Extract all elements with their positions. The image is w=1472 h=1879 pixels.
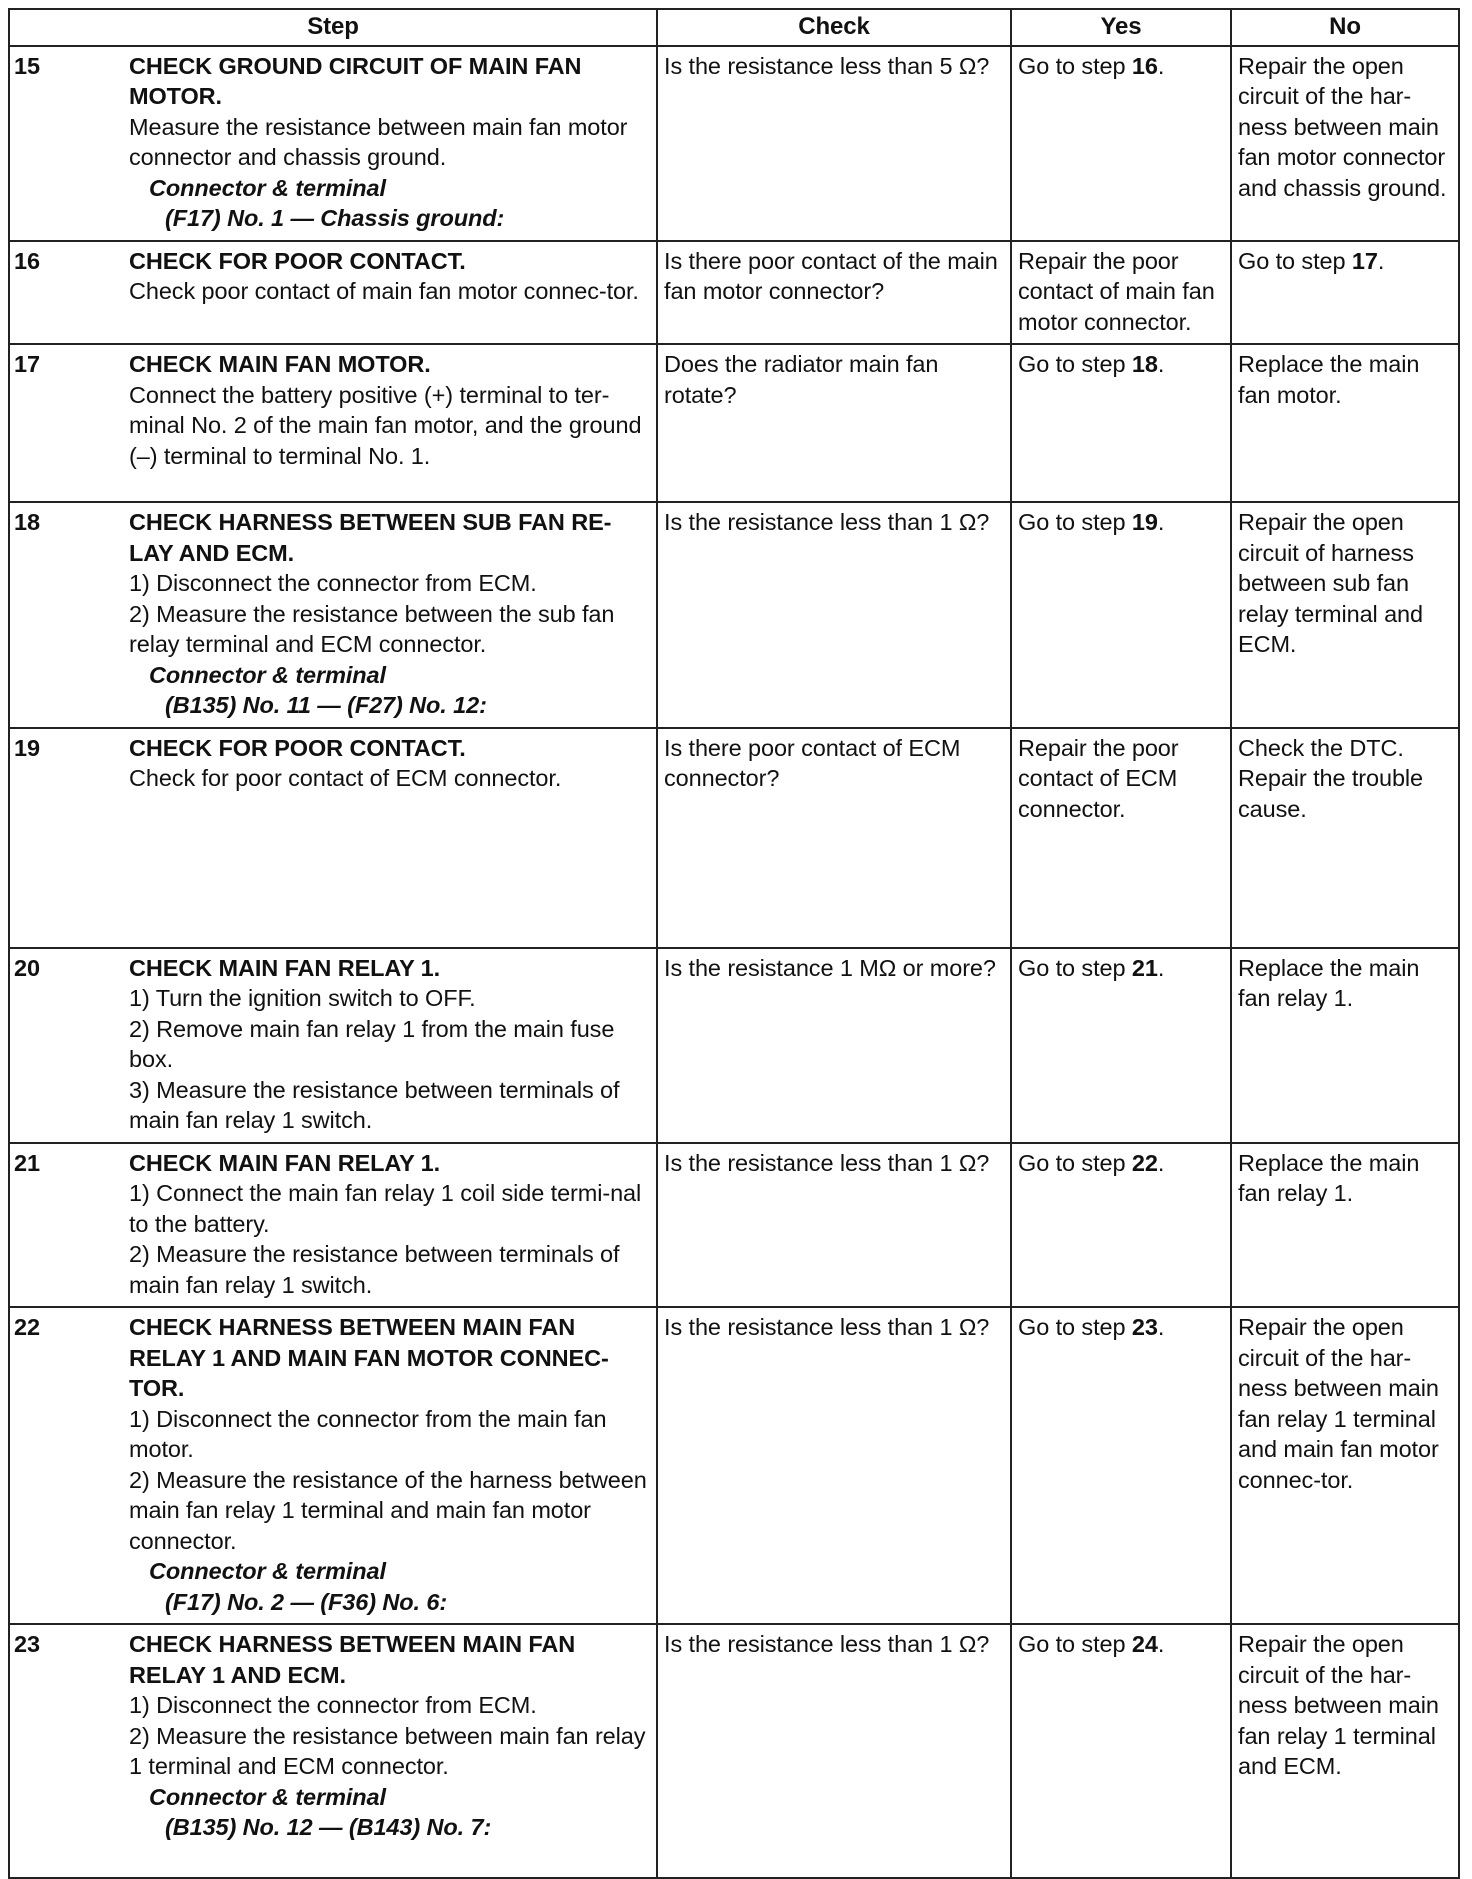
check-cell: Is there poor contact of ECM connector? [657,728,1011,948]
connector-label: Connector & terminal [149,661,386,688]
yes-step-ref: 19 [1131,509,1158,535]
step-description [127,1307,657,1624]
yes-goto-end: . [1157,509,1165,535]
yes-goto-text: Go to step [1018,52,1132,79]
diagnostic-table [8,8,1460,1879]
step-description [127,46,657,241]
yes-goto-text: Go to step [1018,1631,1132,1657]
connector-terminal-value: (F17) No. 1 — Chassis ground: [165,205,505,231]
no-step-ref: 17 [1351,247,1378,274]
no-cell: Repair the open circuit of harness between sub fan relay terminal and ECM. [1231,502,1459,728]
check-cell: Is the resistance less than 1 Ω? [657,1624,1011,1878]
check-cell: Is the resistance less than 1 Ω? [657,502,1011,728]
yes-goto-end: . [1157,351,1165,377]
step-number: 22 [9,1307,127,1624]
check-cell: Is the resistance less than 1 Ω? [657,1307,1011,1624]
connector-terminal-value: (B135) No. 11 — (F27) No. 12: [165,692,487,718]
step-description [127,1143,657,1308]
yes-step-ref: 21 [1131,954,1158,981]
step-instruction: 1) Disconnect the connector from the main fan motor. [129,1405,607,1462]
step-number: 23 [9,1624,127,1878]
yes-cell [1011,344,1231,502]
step-number: 15 [9,46,127,241]
yes-goto-end: . [1157,1631,1165,1657]
header-check: Check [657,9,1011,46]
connector-label: Connector & terminal [149,1558,386,1584]
yes-goto-end: . [1157,954,1165,981]
step-instruction: 1) Disconnect the connector from ECM. [129,1692,537,1718]
header-no: No [1231,9,1459,46]
no-cell: Replace the main fan relay 1. [1231,1143,1459,1308]
yes-step-ref: 18 [1131,351,1158,377]
table-row [9,46,1459,241]
yes-cell [1011,1143,1231,1308]
no-cell: Repair the open circuit of the har-ness between main fan relay 1 terminal and main fan motor connec-tor. [1231,1307,1459,1624]
step-instruction: Check for poor contact of ECM connector. [129,765,562,791]
step-instruction: Connect the battery positive (+) terminal to ter-minal No. 2 of the main fan motor, and the ground (–) terminal to terminal No. 1. [129,381,642,469]
header-yes: Yes [1011,9,1231,46]
step-title: CHECK FOR POOR CONTACT. [129,247,466,274]
step-instruction: 1) Turn the ignition switch to OFF. [129,985,476,1011]
no-cell: Replace the main fan relay 1. [1231,948,1459,1143]
connector-label: Connector & terminal [149,174,386,201]
table-row [9,1307,1459,1624]
step-description [127,728,657,948]
table-row [9,241,1459,345]
step-number: 17 [9,344,127,502]
step-description [127,241,657,345]
check-cell: Is there poor contact of the main fan motor connector? [657,241,1011,345]
step-title: CHECK MAIN FAN RELAY 1. [129,1149,441,1176]
step-number: 19 [9,728,127,948]
table-body [9,46,1459,1879]
yes-cell: Repair the poor contact of main fan motor connector. [1011,241,1231,345]
table-row [9,1624,1459,1878]
yes-goto-text: Go to step [1018,954,1132,981]
yes-cell [1011,948,1231,1143]
step-instruction: 2) Measure the resistance between main fan relay 1 terminal and ECM connector. [129,1722,646,1779]
step-description [127,344,657,502]
step-number: 20 [9,948,127,1143]
step-title: CHECK HARNESS BETWEEN MAIN FAN RELAY 1 AND MAIN FAN MOTOR CONNEC-TOR. [129,1314,609,1401]
yes-cell: Repair the poor contact of ECM connector. [1011,728,1231,948]
step-instruction: 2) Remove main fan relay 1 from the main fuse box. [129,1015,615,1072]
yes-cell [1011,502,1231,728]
header-row [9,9,1459,46]
no-cell: Repair the open circuit of the har-ness between main fan relay 1 terminal and ECM. [1231,1624,1459,1878]
step-number: 16 [9,241,127,345]
connector-terminal-value: (B135) No. 12 — (B143) No. 7: [165,1814,492,1840]
table-row [9,728,1459,948]
step-description [127,1624,657,1878]
step-description [127,502,657,728]
step-title: CHECK HARNESS BETWEEN MAIN FAN RELAY 1 AND ECM. [129,1631,576,1688]
table-row [9,502,1459,728]
step-instruction: 2) Measure the resistance between the sub fan relay terminal and ECM connector. [129,600,615,657]
table-row [9,344,1459,502]
yes-goto-text: Go to step [1018,1149,1132,1176]
table-row [9,1143,1459,1308]
yes-goto-end: . [1157,52,1165,79]
yes-goto-text: Go to step [1018,351,1132,377]
step-title: CHECK GROUND CIRCUIT OF MAIN FAN MOTOR. [129,52,582,109]
step-number: 21 [9,1143,127,1308]
step-title: CHECK HARNESS BETWEEN SUB FAN RE-LAY AND ECM. [129,509,612,566]
yes-goto-end: . [1157,1314,1165,1340]
step-instruction: 2) Measure the resistance between terminals of main fan relay 1 switch. [129,1241,620,1298]
step-instruction: 3) Measure the resistance between terminals of main fan relay 1 switch. [129,1076,620,1133]
header-step: Step [9,9,657,46]
step-instruction: Measure the resistance between main fan motor connector and chassis ground. [129,113,628,170]
step-instruction: 2) Measure the resistance of the harness between main fan relay 1 terminal and main fan motor connector. [129,1466,647,1554]
yes-goto-text: Go to step [1018,1314,1132,1340]
yes-step-ref: 24 [1131,1631,1158,1657]
connector-label: Connector & terminal [149,1783,386,1810]
check-cell: Is the resistance less than 1 Ω? [657,1143,1011,1308]
step-title: CHECK MAIN FAN MOTOR. [129,351,431,377]
yes-cell [1011,1624,1231,1878]
no-goto-text: Go to step [1238,247,1352,274]
step-description [127,948,657,1143]
table-row [9,948,1459,1143]
yes-cell [1011,1307,1231,1624]
yes-step-ref: 22 [1131,1149,1158,1176]
connector-terminal-value: (F17) No. 2 — (F36) No. 6: [165,1588,448,1615]
no-cell [1231,241,1459,345]
no-cell: Repair the open circuit of the har-ness between main fan motor connector and chassis ground. [1231,46,1459,241]
yes-cell [1011,46,1231,241]
check-cell: Is the resistance less than 5 Ω? [657,46,1011,241]
yes-goto-end: . [1157,1149,1165,1176]
no-cell: Replace the main fan motor. [1231,344,1459,502]
step-instruction: 1) Disconnect the connector from ECM. [129,570,537,596]
yes-step-ref: 16 [1131,52,1158,79]
step-instruction: Check poor contact of main fan motor connec-tor. [129,278,639,304]
yes-goto-text: Go to step [1018,509,1132,535]
step-instruction: 1) Connect the main fan relay 1 coil side termi-nal to the battery. [129,1180,642,1237]
yes-step-ref: 23 [1131,1314,1158,1340]
no-goto-end: . [1377,247,1385,274]
no-cell: Check the DTC. Repair the trouble cause. [1231,728,1459,948]
step-number: 18 [9,502,127,728]
check-cell: Does the radiator main fan rotate? [657,344,1011,502]
step-title: CHECK MAIN FAN RELAY 1. [129,954,441,981]
check-cell: Is the resistance 1 MΩ or more? [657,948,1011,1143]
step-title: CHECK FOR POOR CONTACT. [129,734,466,761]
